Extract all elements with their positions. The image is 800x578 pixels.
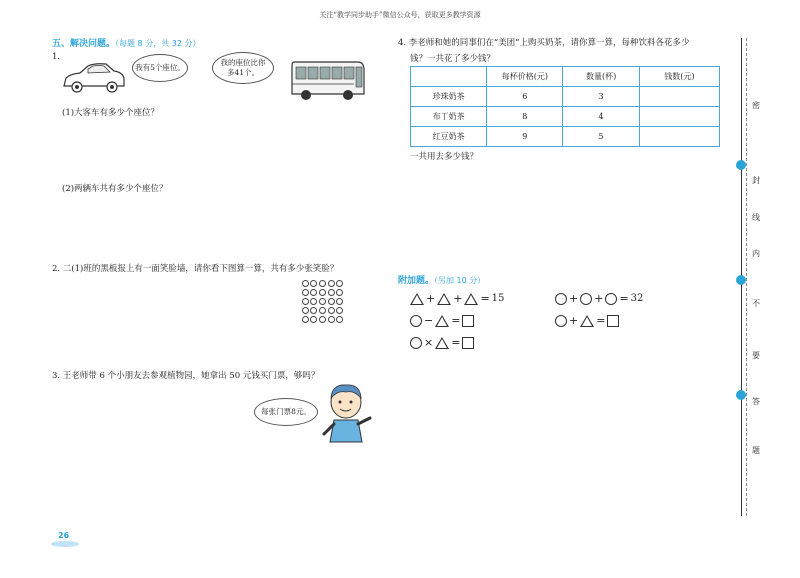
smiley-icon xyxy=(336,298,343,305)
circle-icon xyxy=(605,293,617,305)
q1-sub1: (1)大客车有多少个座位？ xyxy=(62,108,160,118)
smiley-icon xyxy=(310,298,317,305)
table-header-cell xyxy=(411,67,487,87)
bus-speech-bubble xyxy=(212,52,274,84)
table-cell: 9 xyxy=(487,127,563,147)
smiley-icon xyxy=(310,280,317,287)
equation-result: 32 xyxy=(630,293,644,304)
table-header-cell: 钱数(元) xyxy=(639,67,719,87)
q2-text: 2. 二(1)班的黑板报上有一面笑脸墙，请你看下图算一算，共有多少张笑脸？ xyxy=(52,264,339,274)
circle-icon xyxy=(410,315,422,327)
bonus-equation-2: + + = 32 xyxy=(555,292,643,305)
bonus-equation-3: − = xyxy=(410,314,474,327)
car-bubble-text: 我有5个座位。 xyxy=(135,63,185,72)
seal-char: 内 xyxy=(752,249,760,258)
smiley-icon xyxy=(336,307,343,314)
smiley-icon xyxy=(319,298,326,305)
table-cell: 4 xyxy=(563,107,639,127)
smiley-icon xyxy=(319,280,326,287)
table-cell: 布丁奶茶 xyxy=(411,107,487,127)
square-answer-box[interactable] xyxy=(607,315,619,327)
smiley-icon xyxy=(319,289,326,296)
seal-char: 封 xyxy=(752,176,760,185)
q3-text: 3. 王老师带 6 个小朋友去参观植物园，她拿出 50 元钱买门票，够吗？ xyxy=(52,371,320,381)
table-answer-cell[interactable] xyxy=(639,87,719,107)
teacher-illustration xyxy=(318,382,376,444)
seal-char: 要 xyxy=(752,351,760,360)
triangle-icon xyxy=(410,293,424,305)
table-header-cell: 数量(杯) xyxy=(563,67,639,87)
smiley-row xyxy=(301,306,347,315)
seal-dot xyxy=(736,275,746,285)
section-points: （每题 8 分，共 32 分） xyxy=(115,39,201,48)
circle-icon xyxy=(555,293,567,305)
table-cell: 3 xyxy=(563,87,639,107)
bonus-equation-4: + = xyxy=(555,314,619,327)
smiley-wall xyxy=(301,279,347,324)
seal-char: 线 xyxy=(752,213,760,222)
smiley-icon xyxy=(310,289,317,296)
triangle-icon xyxy=(437,293,451,305)
bus-bubble-text: 我的座位比你多41个。 xyxy=(220,58,266,77)
smiley-icon xyxy=(328,307,335,314)
smiley-icon xyxy=(310,307,317,314)
bonus-points: （另加 10 分） xyxy=(434,276,486,285)
q4-text-line1: 4. 李老师和她的同事们在“美团”上购买奶茶，请你算一算，每种饮料各花多少 xyxy=(398,38,690,48)
smiley-icon xyxy=(328,280,335,287)
circle-icon xyxy=(580,293,592,305)
smiley-row xyxy=(301,288,347,297)
table-header-row xyxy=(411,67,720,87)
table-answer-cell[interactable] xyxy=(639,127,719,147)
teacher-bubble-text: 每张门票8元。 xyxy=(261,407,311,416)
seal-line-dashed xyxy=(746,38,747,516)
triangle-icon xyxy=(435,315,449,327)
smiley-icon xyxy=(302,307,309,314)
q4-total-question: 一共用去多少钱？ xyxy=(410,152,479,162)
table-cell: 6 xyxy=(487,87,563,107)
smiley-row xyxy=(301,315,347,324)
bonus-title xyxy=(398,273,485,286)
q1-sub2: (2)两辆车共有多少个座位？ xyxy=(62,184,168,194)
car-illustration xyxy=(60,56,128,98)
section-title-text: 五、解决问题。 xyxy=(52,39,116,49)
seal-char: 答 xyxy=(752,397,760,406)
seal-dot xyxy=(736,160,746,170)
circle-icon xyxy=(555,315,567,327)
circle-icon xyxy=(410,337,422,349)
triangle-icon xyxy=(464,293,478,305)
car-speech-bubble xyxy=(132,54,188,82)
square-answer-box[interactable] xyxy=(462,337,474,349)
smiley-icon xyxy=(336,289,343,296)
smiley-icon xyxy=(302,280,309,287)
smiley-icon xyxy=(328,316,335,323)
table-cell: 5 xyxy=(563,127,639,147)
table-row xyxy=(411,107,720,127)
triangle-icon xyxy=(580,315,594,327)
smiley-icon xyxy=(328,298,335,305)
smiley-icon xyxy=(336,316,343,323)
table-row xyxy=(411,127,720,147)
page-number: 26 xyxy=(58,531,70,540)
bonus-equation-1: + + = 15 xyxy=(410,292,504,305)
q1-number: 1. xyxy=(52,52,61,62)
square-answer-box[interactable] xyxy=(462,315,474,327)
smiley-icon xyxy=(302,289,309,296)
smiley-icon xyxy=(302,316,309,323)
page-header: 关注“教学同步助手”微信公众号，获取更多教学资源 xyxy=(319,11,481,19)
table-answer-cell[interactable] xyxy=(639,107,719,127)
smiley-icon xyxy=(328,289,335,296)
table-cell: 8 xyxy=(487,107,563,127)
seal-char: 不 xyxy=(752,299,760,308)
bonus-title-text: 附加题。 xyxy=(398,276,435,286)
teacher-speech-bubble xyxy=(254,398,318,426)
smiley-icon xyxy=(336,280,343,287)
smiley-row xyxy=(301,279,347,288)
smiley-icon xyxy=(302,298,309,305)
seal-char: 题 xyxy=(752,446,760,455)
bonus-equation-5: × = xyxy=(410,336,474,349)
bus-illustration xyxy=(288,58,368,102)
triangle-icon xyxy=(435,337,449,349)
seal-dot xyxy=(736,390,746,400)
table-cell: 红豆奶茶 xyxy=(411,127,487,147)
table-row xyxy=(411,87,720,107)
price-table xyxy=(410,66,720,147)
smiley-icon xyxy=(310,316,317,323)
section-title xyxy=(52,36,200,49)
table-cell: 珍珠奶茶 xyxy=(411,87,487,107)
equation-result: 15 xyxy=(491,293,505,304)
smiley-row xyxy=(301,297,347,306)
table-header-cell: 每杯价格(元) xyxy=(487,67,563,87)
smiley-icon xyxy=(319,307,326,314)
smiley-icon xyxy=(319,316,326,323)
seal-char: 密 xyxy=(752,101,760,110)
q4-text-line2: 钱？一共花了多少钱？ xyxy=(410,54,496,64)
